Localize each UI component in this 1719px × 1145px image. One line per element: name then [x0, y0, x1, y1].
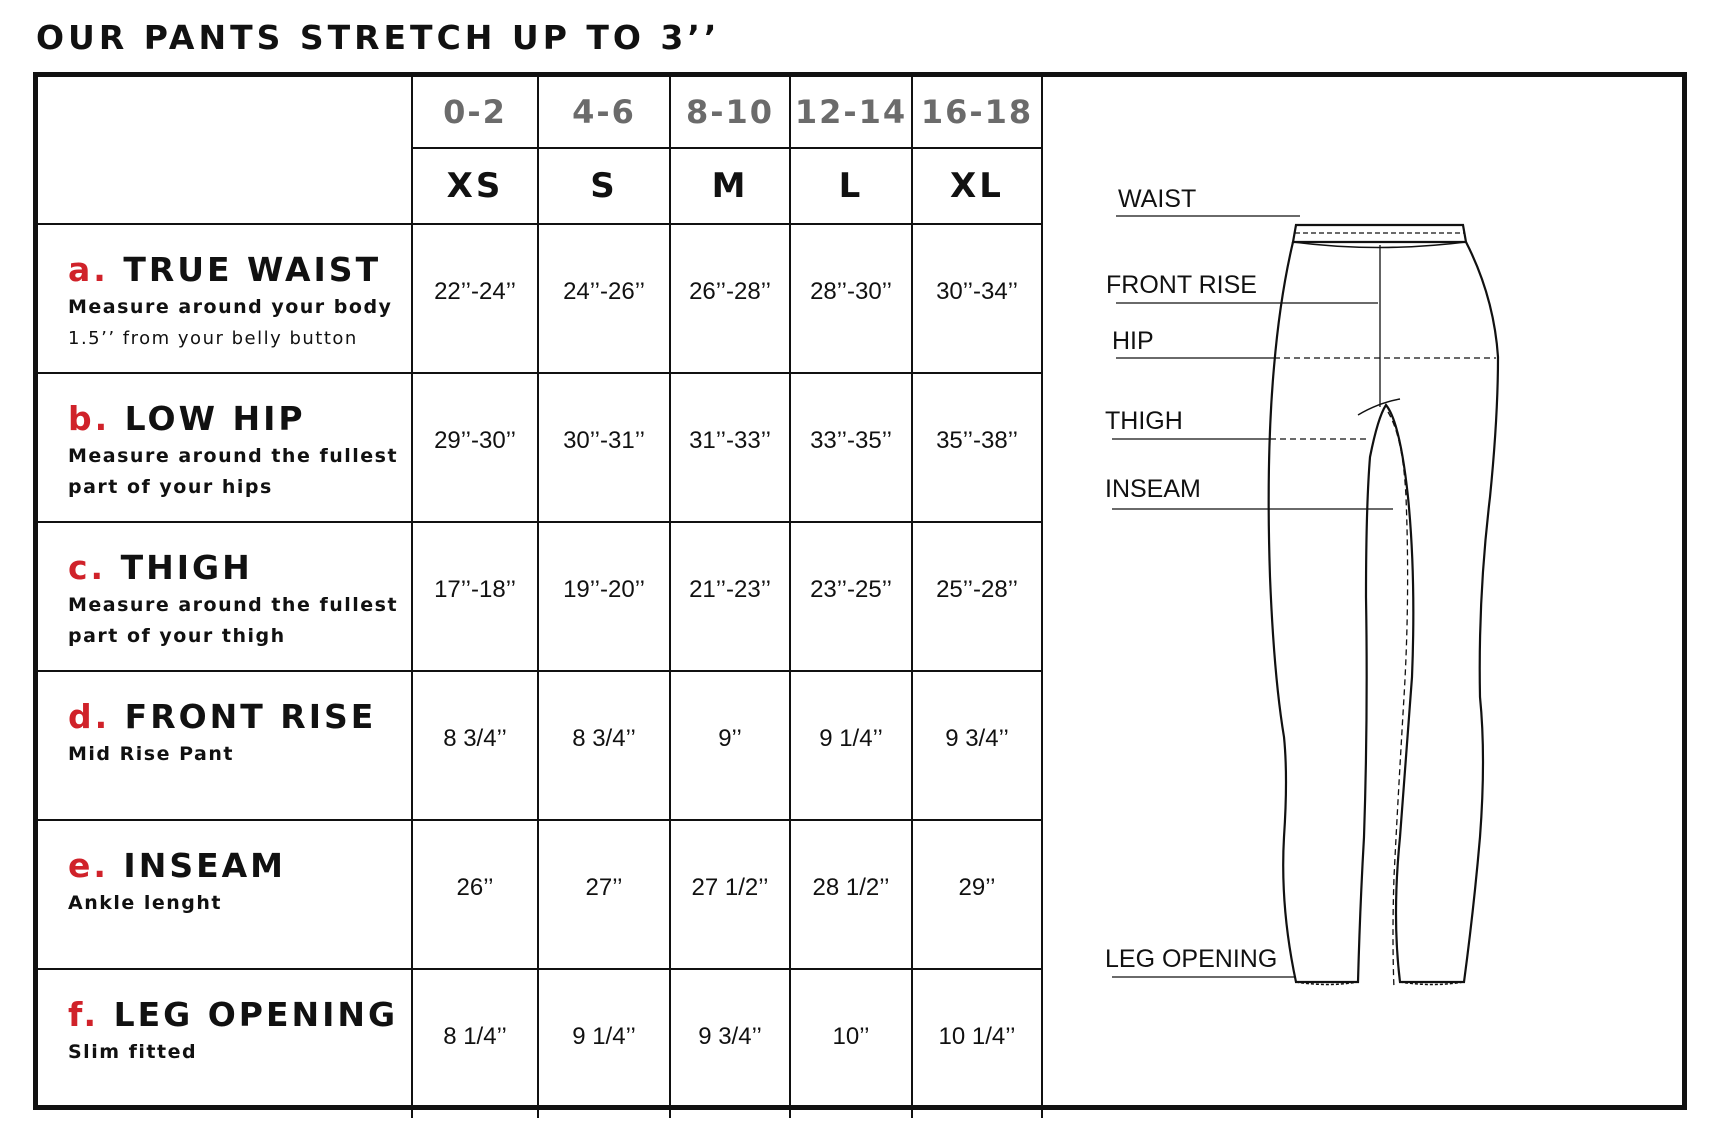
size-letter-header: XS	[446, 165, 504, 206]
row-description-2: part of your hips	[68, 476, 273, 498]
row-description: Measure around your body	[68, 296, 393, 318]
measurement-value: 10 1/4’’	[938, 1022, 1016, 1050]
measurement-value: 28’’-30’’	[810, 277, 892, 305]
measurement-value: 9’’	[718, 724, 742, 752]
row-letter: a.	[68, 250, 109, 289]
measurement-value: 30’’-31’’	[563, 426, 645, 454]
measurement-value: 9 1/4’’	[572, 1022, 636, 1050]
size-range-header: 0-2	[443, 93, 507, 131]
size-letter-header: M	[711, 165, 749, 206]
row-label	[68, 846, 286, 922]
row-label	[68, 697, 376, 773]
row-description: Measure around the fullest	[68, 445, 399, 467]
row-description: Slim fitted	[68, 1041, 198, 1063]
row-name: LOW HIP	[124, 399, 306, 438]
size-range-header: 16-18	[920, 93, 1034, 131]
row-label	[68, 995, 398, 1071]
row-name: FRONT RISE	[124, 697, 377, 736]
diagram-label-leg-opening: LEG OPENING	[1105, 945, 1278, 973]
row-label	[68, 250, 392, 351]
row-letter: e.	[68, 846, 109, 885]
diagram-label-front-rise: FRONT RISE	[1106, 271, 1257, 299]
diagram-label-waist: WAIST	[1118, 185, 1197, 213]
measurement-value: 9 3/4’’	[945, 724, 1009, 752]
row-description: Ankle lenght	[68, 892, 223, 914]
size-chart-frame	[33, 72, 1687, 1110]
measurement-value: 8 3/4’’	[443, 724, 507, 752]
row-label	[68, 548, 398, 649]
measurement-value: 8 1/4’’	[443, 1022, 507, 1050]
measurement-value: 25’’-28’’	[936, 575, 1018, 603]
measurement-value: 29’’	[958, 873, 996, 901]
size-letter-header: XL	[950, 165, 1004, 206]
measurement-value: 23’’-25’’	[810, 575, 892, 603]
row-description: Measure around the fullest	[68, 594, 399, 616]
measurement-value: 21’’-23’’	[689, 575, 771, 603]
diagram-label-thigh: THIGH	[1105, 407, 1183, 435]
row-description: Mid Rise Pant	[68, 743, 234, 765]
measurement-value: 35’’-38’’	[936, 426, 1018, 454]
size-range-header: 4-6	[572, 93, 636, 131]
row-name: THIGH	[120, 548, 253, 587]
measurement-value: 26’’-28’’	[689, 277, 771, 305]
row-letter: b.	[68, 399, 111, 438]
measurement-value: 33’’-35’’	[810, 426, 892, 454]
page-title: OUR PANTS STRETCH UP TO 3’’	[36, 18, 721, 57]
measurement-value: 24’’-26’’	[563, 277, 645, 305]
row-label	[68, 399, 398, 500]
measurement-value: 17’’-18’’	[434, 575, 516, 603]
measurement-value: 22’’-24’’	[434, 277, 516, 305]
pants-diagram	[1048, 77, 1688, 1107]
row-name: LEG OPENING	[113, 995, 399, 1034]
measurement-value: 26’’	[456, 873, 494, 901]
row-letter: f.	[68, 995, 100, 1034]
measurement-value: 8 3/4’’	[572, 724, 636, 752]
row-letter: c.	[68, 548, 107, 587]
size-letter-header: L	[838, 165, 864, 206]
row-name: TRUE WAIST	[123, 250, 382, 289]
row-letter: d.	[68, 697, 111, 736]
measurement-value: 27’’	[585, 873, 623, 901]
row-description-2: 1.5’’ from your belly button	[68, 328, 358, 349]
row-description-2: part of your thigh	[68, 625, 286, 647]
measurement-value: 27 1/2’’	[691, 873, 769, 901]
row-name: INSEAM	[123, 846, 287, 885]
size-letter-header: S	[590, 165, 618, 206]
measurement-value: 10’’	[832, 1022, 870, 1050]
measurement-value: 9 3/4’’	[698, 1022, 762, 1050]
measurement-value: 30’’-34’’	[936, 277, 1018, 305]
measurement-value: 9 1/4’’	[819, 724, 883, 752]
measurement-value: 31’’-33’’	[689, 426, 771, 454]
diagram-label-hip: HIP	[1112, 327, 1154, 355]
size-range-header: 12-14	[794, 93, 908, 131]
measurement-value: 29’’-30’’	[434, 426, 516, 454]
size-range-header: 8-10	[685, 93, 775, 131]
measurement-value: 28 1/2’’	[812, 873, 890, 901]
diagram-label-inseam: INSEAM	[1105, 475, 1201, 503]
measurement-value: 19’’-20’’	[563, 575, 645, 603]
